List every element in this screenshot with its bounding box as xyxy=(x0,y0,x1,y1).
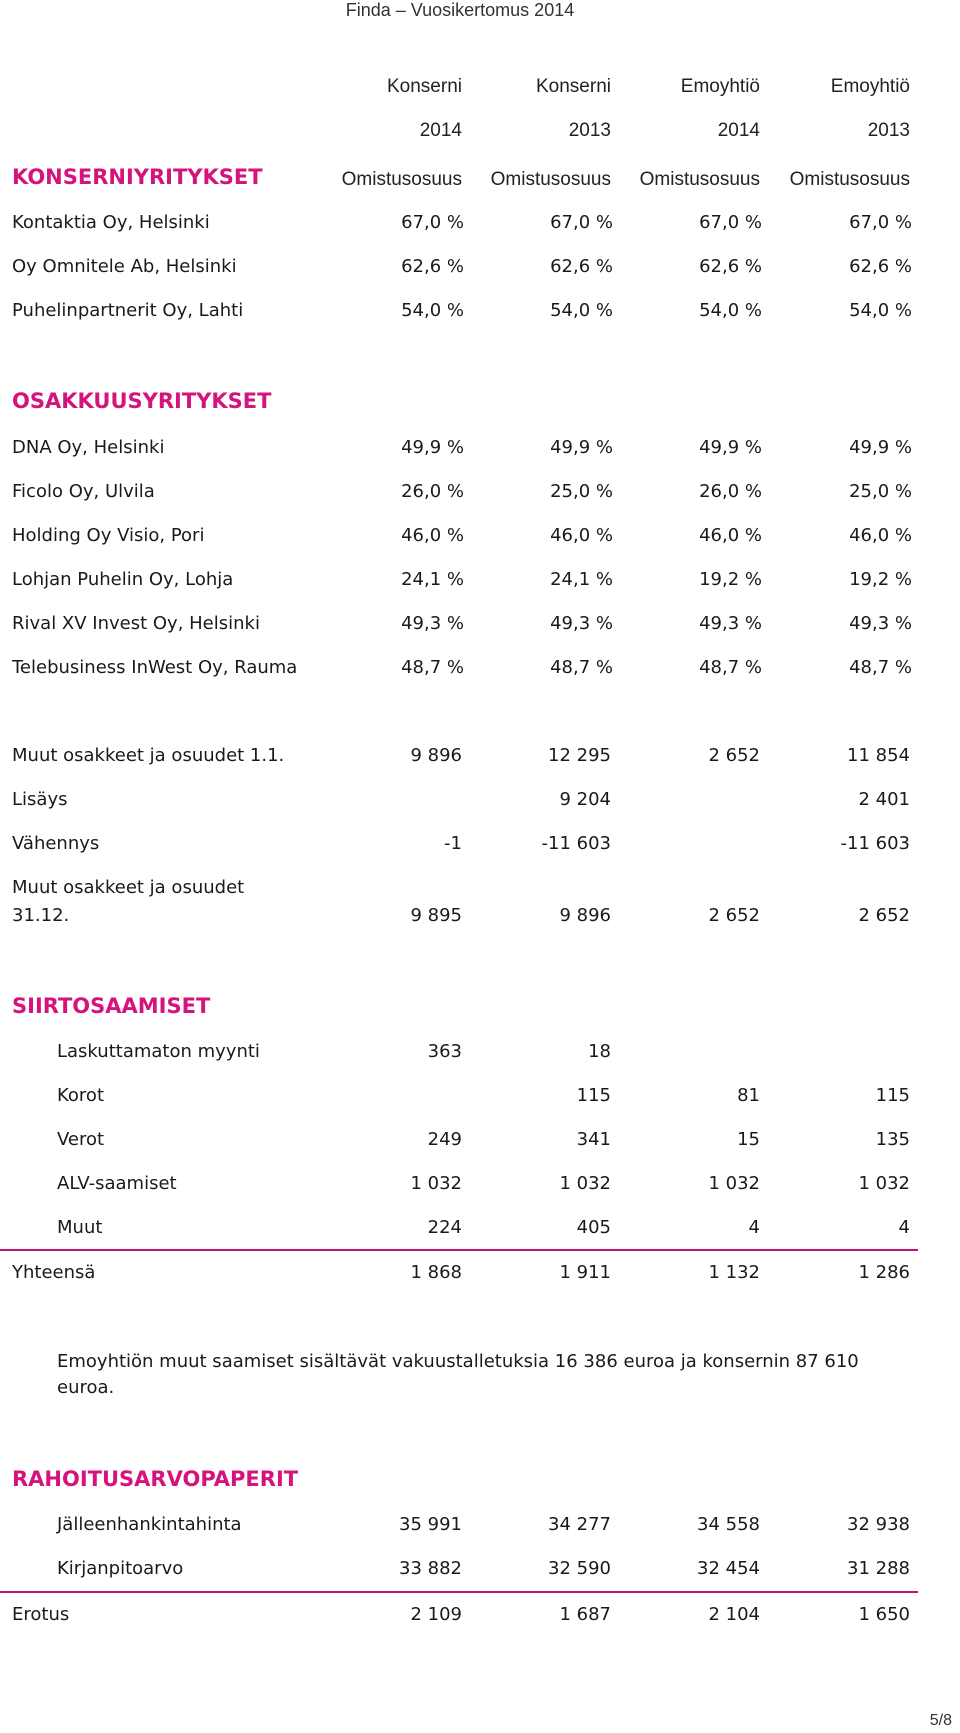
row-label: Telebusiness InWest Oy, Rauma xyxy=(12,657,298,678)
cell: 1 286 xyxy=(858,1262,910,1283)
section-heading-osakkuusyritykset: OSAKKUUSYRITYKSET xyxy=(12,389,272,413)
section-heading-konserniyritykset: KONSERNIYRITYKSET xyxy=(12,165,263,189)
cell: 2 109 xyxy=(410,1604,462,1625)
cell: 115 xyxy=(576,1085,611,1106)
cell: 9 896 xyxy=(559,905,611,926)
cell: 62,6 % xyxy=(849,256,912,277)
row-label: Rival XV Invest Oy, Helsinki xyxy=(12,613,260,634)
cell: 49,9 % xyxy=(550,437,613,458)
col3-entity: Emoyhtiö xyxy=(680,76,760,97)
cell: -11 603 xyxy=(840,833,910,854)
cell: 46,0 % xyxy=(401,525,464,546)
note-paragraph: Emoyhtiön muut saamiset sisältävät vakuustalletuksia 16 386 euroa ja konsernin 87 610 euroa. xyxy=(57,1351,859,1398)
cell: 48,7 % xyxy=(401,657,464,678)
total-divider xyxy=(0,1249,918,1251)
cell: -1 xyxy=(444,833,462,854)
cell: 341 xyxy=(576,1129,611,1150)
cell: 31 288 xyxy=(847,1558,910,1579)
cell: 1 132 xyxy=(708,1262,760,1283)
row-label: Korot xyxy=(57,1085,104,1106)
row-label: ALV-saamiset xyxy=(57,1173,177,1194)
cell: 67,0 % xyxy=(550,212,613,233)
cell: 32 454 xyxy=(697,1558,760,1579)
cell: -11 603 xyxy=(541,833,611,854)
cell: 49,9 % xyxy=(849,437,912,458)
cell: 34 558 xyxy=(697,1514,760,1535)
cell: 115 xyxy=(875,1085,910,1106)
cell: 32 590 xyxy=(548,1558,611,1579)
cell: 25,0 % xyxy=(550,481,613,502)
cell: 54,0 % xyxy=(699,300,762,321)
cell: 49,3 % xyxy=(849,613,912,634)
cell: 32 938 xyxy=(847,1514,910,1535)
cell: 1 911 xyxy=(559,1262,611,1283)
cell: 54,0 % xyxy=(401,300,464,321)
row-label: Lohjan Puhelin Oy, Lohja xyxy=(12,569,234,590)
cell: 19,2 % xyxy=(849,569,912,590)
page-title: Finda – Vuosikertomus 2014 xyxy=(345,0,575,20)
row-label: Puhelinpartnerit Oy, Lahti xyxy=(12,300,244,321)
cell: 33 882 xyxy=(399,1558,462,1579)
cell: 1 687 xyxy=(559,1604,611,1625)
cell: 1 032 xyxy=(559,1173,611,1194)
cell: 2 652 xyxy=(708,745,760,766)
cell: 15 xyxy=(737,1129,760,1150)
cell: 49,3 % xyxy=(699,613,762,634)
cell: 12 295 xyxy=(548,745,611,766)
row-label: Oy Omnitele Ab, Helsinki xyxy=(12,256,237,277)
cell: 46,0 % xyxy=(550,525,613,546)
cell: 363 xyxy=(427,1041,462,1062)
cell: 26,0 % xyxy=(699,481,762,502)
row-label: Kontaktia Oy, Helsinki xyxy=(12,212,210,233)
cell: 2 401 xyxy=(858,789,910,810)
row-label: Muut xyxy=(57,1217,103,1238)
cell: 67,0 % xyxy=(849,212,912,233)
cell: 26,0 % xyxy=(401,481,464,502)
row-label: Muut osakkeet ja osuudet 1.1. xyxy=(12,745,285,766)
cell: 24,1 % xyxy=(401,569,464,590)
cell: 1 868 xyxy=(410,1262,462,1283)
row-label-line1: Muut osakkeet ja osuudet xyxy=(12,877,245,898)
cell: 11 854 xyxy=(847,745,910,766)
col1-measure: Omistusosuus xyxy=(341,169,462,190)
cell: 1 032 xyxy=(858,1173,910,1194)
row-label: DNA Oy, Helsinki xyxy=(12,437,165,458)
col1-year: 2014 xyxy=(419,120,462,141)
section-heading-rahoitusarvopaperit: RAHOITUSARVOPAPERIT xyxy=(12,1467,299,1491)
col1-entity: Konserni xyxy=(387,76,462,97)
cell: 48,7 % xyxy=(699,657,762,678)
cell: 2 104 xyxy=(708,1604,760,1625)
row-label: Erotus xyxy=(12,1604,70,1625)
row-label: Verot xyxy=(57,1129,105,1150)
page-number: 5/8 xyxy=(929,1712,952,1729)
cell: 49,3 % xyxy=(401,613,464,634)
cell: 62,6 % xyxy=(401,256,464,277)
cell: 9 204 xyxy=(559,789,611,810)
cell: 4 xyxy=(748,1217,760,1238)
total-divider xyxy=(0,1591,918,1593)
cell: 46,0 % xyxy=(849,525,912,546)
cell: 46,0 % xyxy=(699,525,762,546)
cell: 224 xyxy=(427,1217,462,1238)
row-label: Ficolo Oy, Ulvila xyxy=(12,481,155,502)
cell: 1 032 xyxy=(410,1173,462,1194)
cell: 67,0 % xyxy=(401,212,464,233)
row-label: Holding Oy Visio, Pori xyxy=(12,525,205,546)
cell: 1 032 xyxy=(708,1173,760,1194)
col2-year: 2013 xyxy=(568,120,611,141)
cell: 249 xyxy=(427,1129,462,1150)
cell: 81 xyxy=(737,1085,760,1106)
cell: 54,0 % xyxy=(550,300,613,321)
cell: 67,0 % xyxy=(699,212,762,233)
col3-measure: Omistusosuus xyxy=(639,169,760,190)
col2-measure: Omistusosuus xyxy=(490,169,611,190)
cell: 4 xyxy=(898,1217,910,1238)
cell: 48,7 % xyxy=(849,657,912,678)
row-label: Yhteensä xyxy=(12,1262,96,1283)
row-label: Kirjanpitoarvo xyxy=(57,1558,184,1579)
cell: 54,0 % xyxy=(849,300,912,321)
cell: 25,0 % xyxy=(849,481,912,502)
cell: 24,1 % xyxy=(550,569,613,590)
cell: 2 652 xyxy=(858,905,910,926)
col4-entity: Emoyhtiö xyxy=(830,76,910,97)
cell: 19,2 % xyxy=(699,569,762,590)
cell: 18 xyxy=(588,1041,611,1062)
section-heading-siirtosaamiset: SIIRTOSAAMISET xyxy=(12,994,211,1018)
row-label: Jälleenhankintahinta xyxy=(57,1514,242,1535)
cell: 62,6 % xyxy=(550,256,613,277)
cell: 34 277 xyxy=(548,1514,611,1535)
cell: 35 991 xyxy=(399,1514,462,1535)
col4-year: 2013 xyxy=(867,120,910,141)
row-label: Laskuttamaton myynti xyxy=(57,1041,260,1062)
row-label: Vähennys xyxy=(12,833,100,854)
cell: 405 xyxy=(576,1217,611,1238)
row-label-line2: 31.12. xyxy=(12,905,70,926)
cell: 9 895 xyxy=(410,905,462,926)
col4-measure: Omistusosuus xyxy=(789,169,910,190)
row-label: Lisäys xyxy=(12,789,68,810)
col2-entity: Konserni xyxy=(536,76,611,97)
cell: 49,9 % xyxy=(699,437,762,458)
cell: 48,7 % xyxy=(550,657,613,678)
cell: 1 650 xyxy=(858,1604,910,1625)
cell: 49,9 % xyxy=(401,437,464,458)
cell: 49,3 % xyxy=(550,613,613,634)
cell: 2 652 xyxy=(708,905,760,926)
cell: 62,6 % xyxy=(699,256,762,277)
col3-year: 2014 xyxy=(717,120,760,141)
cell: 9 896 xyxy=(410,745,462,766)
cell: 135 xyxy=(875,1129,910,1150)
